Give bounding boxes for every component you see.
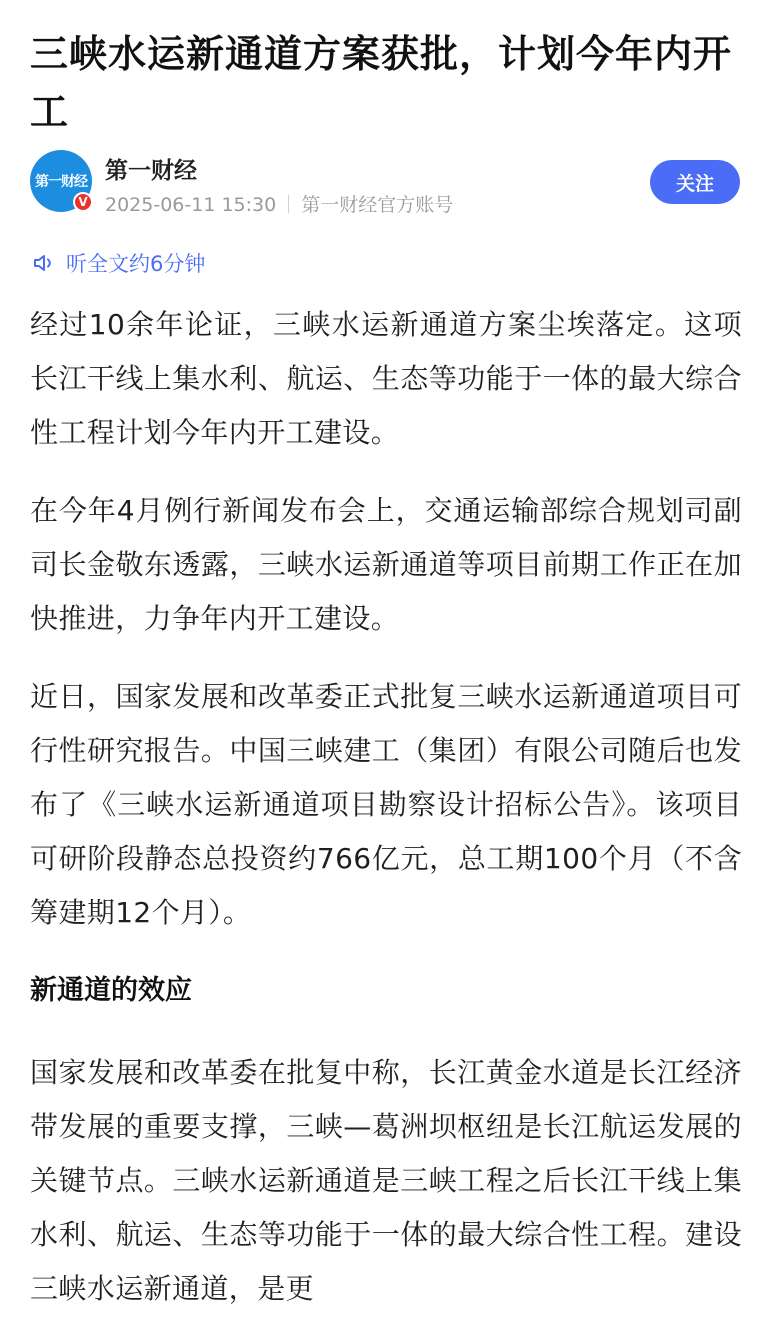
paragraph-1: 经过10余年论证，三峡水运新通道方案尘埃落定。这项长江干线上集水利、航运、生态等功能于一体的最大综合性工程计划今年内开工建设。	[30, 308, 742, 449]
speaker-icon	[32, 251, 56, 275]
article-body	[30, 298, 742, 1340]
author-row	[30, 150, 740, 220]
listen-label: 听全文约6分钟	[66, 252, 206, 276]
follow-button[interactable]: 关注	[650, 160, 740, 204]
avatar-logo-text: 第一财经	[35, 174, 87, 190]
publish-meta	[105, 190, 453, 217]
paragraph-3: 近日，国家发展和改革委正式批复三峡水运新通道项目可行性研究报告。中国三峡建工（集团）有限公司随后也发布了《三峡水运新通道项目勘察设计招标公告》。该项目可研阶段静态总投资约766亿元，总工期100个月（不含筹建期12个月）。	[30, 680, 742, 929]
paragraph-4: 国家发展和改革委在批复中称，长江黄金水道是长江经济带发展的重要支撑，三峡—葛洲坝枢纽是长江航运发展的关键节点。三峡水运新通道是三峡工程之后长江干线上集水利、航运、生态等功能于一体的最大综合性工程。建设三峡水运新通道，是更	[30, 1056, 742, 1305]
publish-date: 2025-06-11 15:30	[105, 194, 277, 216]
paragraph-2: 在今年4月例行新闻发布会上，交通运输部综合规划司副司长金敬东透露，三峡水运新通道等项目前期工作正在加快推进，力争年内开工建设。	[30, 494, 742, 635]
article-title: 三峡水运新通道方案获批，计划今年内开工	[30, 32, 733, 135]
account-type: 第一财经官方账号	[301, 194, 454, 216]
verified-badge-icon: V	[73, 192, 93, 212]
author-name[interactable]: 第一财经	[105, 158, 197, 184]
listen-article-button[interactable]	[32, 248, 205, 278]
meta-divider	[288, 195, 289, 213]
section-heading: 新通道的效应	[30, 975, 192, 1006]
